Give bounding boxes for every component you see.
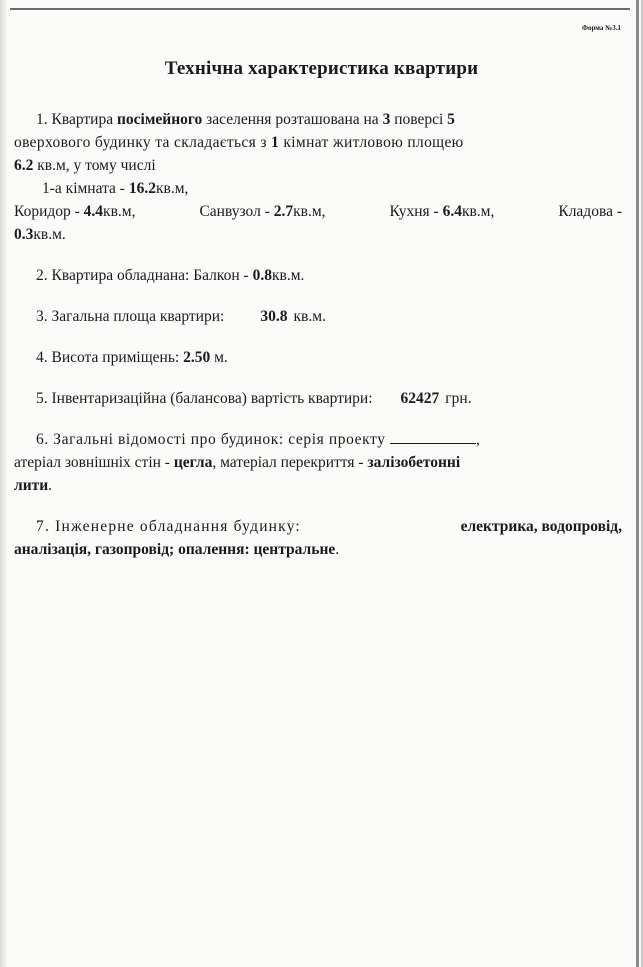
section-3: 3. Загальна площа квартири: 30.8 кв.м. [36, 308, 326, 325]
scan-left-shadow [0, 0, 8, 967]
floor-material: залізобетонні [367, 454, 461, 471]
rooms-count: 1 [271, 134, 280, 151]
s6-line2: атеріал зовнішніх стін - цегла, матеріал перекриття - залізобетонні [14, 454, 461, 471]
s6-line1: 6. Загальні відомості про будинок: серія проекту , [36, 431, 481, 448]
ceiling-height: 2.50 [183, 349, 211, 366]
s1-storage-value: 0.3кв.м. [14, 226, 66, 243]
s1-rooms-list [14, 200, 622, 223]
document-body [14, 108, 622, 561]
page-title: Технічна характеристика квартири [164, 58, 479, 79]
section-6 [14, 428, 622, 497]
total-area: 30.8 [260, 308, 288, 325]
bathroom: Санвузол - 2.7кв.м, [199, 203, 326, 220]
balcony-area: 0.8 [252, 267, 272, 284]
s1-line2: оверхового будинку та складається з 1 кімнат житловою площею [14, 134, 464, 151]
wall-material: цегла [173, 454, 213, 471]
inventory-value: 62427 [400, 390, 440, 407]
section-2: 2. Квартира обладнана: Балкон - 0.8кв.м. [36, 267, 305, 284]
s1-line1: 1. Квартира посімейного заселення розташована на 3 поверсі 5 [36, 111, 455, 128]
section-4: 4. Висота приміщень: 2.50 м. [36, 349, 228, 366]
scan-top-edge [10, 8, 630, 10]
heating-type: центральне [253, 541, 336, 558]
s6-line3: лити. [14, 477, 53, 494]
s1-room1: 1-а кімната - 16.2кв.м, [42, 180, 189, 197]
utilities: електрика, водопровід, [460, 518, 622, 535]
kitchen: Кухня - 6.4кв.м, [389, 203, 495, 220]
living-area: 6.2 [14, 157, 34, 174]
section-5: 5. Інвентаризаційна (балансова) вартість квартири: 62427 грн. [36, 390, 472, 407]
project-series-blank [390, 431, 476, 444]
section-7 [14, 515, 622, 561]
s7-line2: аналізація, газопровід; опалення: центральне. [14, 541, 340, 558]
section-1 [14, 108, 622, 246]
apartment-type: посімейного [116, 111, 203, 128]
scan-right-edge [636, 0, 639, 967]
floor-number: 3 [382, 111, 391, 128]
s7-line1: 7. Інженерне обладнання будинку: електрика, водопровід, [14, 515, 622, 538]
s1-line3: 6.2 кв.м, у тому числі [14, 157, 156, 174]
form-number: Форма №3.1 [581, 24, 621, 32]
corridor: Коридор - 4.4кв.м, [14, 203, 136, 220]
storage: Кладова - [558, 203, 622, 220]
floors-total: 5 [447, 111, 455, 128]
